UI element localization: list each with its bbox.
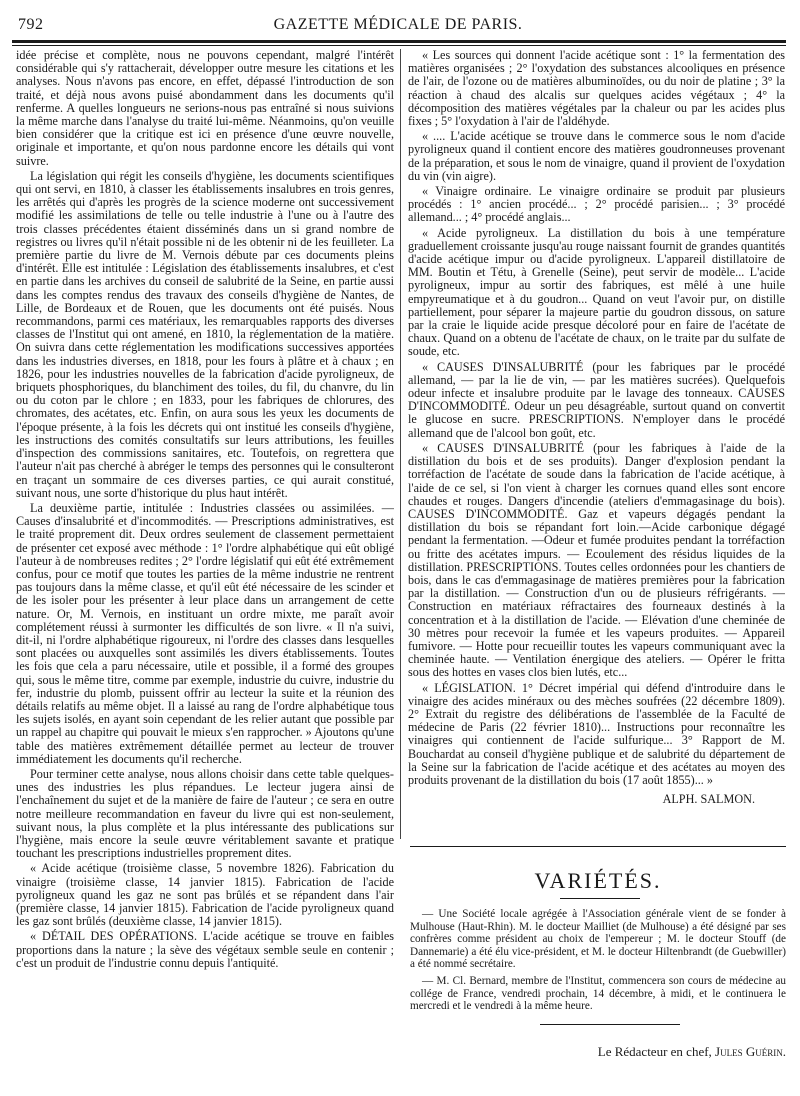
varietes-body <box>410 908 786 1017</box>
column-divider <box>400 49 401 839</box>
left-paragraph: Pour terminer cette analyse, nous allons choisir dans cette table quelques-unes des industries les plus répandues. Le lecteur jugera ainsi de l'enchaînement du sujet et de la manière de faire de l'auteur ; ce sera en outre notre meilleure recommandation en faveur du livre qui est non-seulement, suivant nous, la plus complète et la plus intéressante des publications sur l'hygiène, mais encore la seule œuvre véritablement savante et pratique touchant les prescriptions industrielles proprement dites. <box>16 766 394 861</box>
left-paragraph: « DÉTAIL DES OPÉRATIONS. L'acide acétique se trouve en faibles proportions dans la nature ; la sève des végétaux semble seule en contenir ; c'est un produit de l'industrie connu depuis l'antiquité. <box>16 929 394 970</box>
header-rule-thick <box>12 40 786 43</box>
left-paragraph: « Acide acétique (troisième classe, 5 novembre 1826). Fabrication du vinaigre (troisième classe, 14 janvier 1815). Fabrication de l'acide pyroligneux quand les gaz ne sont pas brûlés et se répandent dans l'air (première classe, 14 janvier 1815). Fabrication de l'acide pyroligneux quand les gaz sont brûlés (deuxième classe, 14 janvier 1815). <box>16 861 394 929</box>
left-paragraph: idée précise et complète, nous ne pouvons cependant, malgré l'intérêt considérable qui s'y rattacherait, développer outre mesure les citations et les analyses. Nous n'avons pas encore, en effet, dépassé l'introduction de son traité, et déjà nous avons puisé abondamment dans les documents qu'il renferme. A quelles longueurs ne serions-nous pas entraîné si nous suivions la même marche dans l'analyse du traité lui-même. Néanmoins, qu'on veuille bien considérer que la critique est ici en présence d'une œuvre nouvelle, originale et importante, et qu'on nous pardonne encore les détails qui vont suivre. <box>16 49 394 168</box>
right-paragraph: « CAUSES D'INSALUBRITÉ (pour les fabriques à l'aide de la distillation du bois et de ses produits). Danger d'explosion pendant la torréfaction de l'acétate de soude dans la fabrication de l'acide acétique, à l'aide de ce sel, si l'on vient à charger les cornues quand elles sont encore chaudes et rouges. Dangers d'incendie (ateliers d'emmagasinage du bois). CAUSES D'INCOMMODITÉ. Gaz et vapeurs dégagés pendant la distillation du bois se répandant fort loin.—Acide carbonique dégagé pendant la fermentation. —Odeur et fumée produites pendant la torréfaction ou fritte des acétates impurs. — Ecoulement des résidus liquides de la distillation. PRESCRIPTIONS. Toutes celles ordonnées pour les chantiers de bois, dans le cas d'emmagasinage de matières premières pour la fabrication par la distillation. — Construction d'un ou de plusieurs réfrigérants. — Construction en matériaux réfractaires des fourneaux destinés à la concentration et à la distillation de l'acide. — Elévation d'une cheminée de 30 mètres pour recevoir la fumée et les vapeurs produites. — Appareil fumivore. — Hotte pour recueillir toutes les vapeurs communiquant avec la cheminée haute. — Ventilation énergique des ateliers. — Opérer le fritta sous des hottes en vases clos bien lutés, etc... <box>408 440 785 680</box>
right-paragraph: « .... L'acide acétique se trouve dans le commerce sous le nom d'acide pyroligneux quand il contient encore des matières goudronneuses provenant de la préparation, et sous le nom de vinaigre, quand il provient de l'oxydation du vin (vin aigre). <box>408 129 785 183</box>
varietes-item: — M. Cl. Bernard, membre de l'Institut, commencera son cours de médecine au collége de France, vendredi prochain, 14 décembre, à midi, et le continuera le mercredi et le vendredi à la même heure. <box>410 974 786 1013</box>
journal-title: GAZETTE MÉDICALE DE PARIS. <box>273 16 523 33</box>
left-paragraph: La deuxième partie, intitulée : Industries classées ou assimilées. — Causes d'insalubrité et d'incommodités. — Prescriptions administratives, est le traité proprement dit. Deux ordres seulement de classement permettaient de présenter cet exposé avec méthode : 1° l'ordre alphabétique qui eût obligé l'auteur à de nombreuses redites ; 2° l'ordre législatif qui eût été extrêmement confus, pour ce motif que toutes les parties de la même industrie ne rentrent pas toujours dans la même classe, et qu'il eût été nécessaire de les scinder et de les isoler pour les présenter à leur place dans un arrangement de cette nature. Or, M. Vernois, en instituant un ordre mixte, me paraît avoir complétement réussi à surmonter les difficultés de son livre. « Il n'a suivi, dit-il, ni l'ordre alphabétique rigoureux, ni l'ordre des classes dans lesquelles sont placées ou auxquelles sont assimilés les divers établissements. Toutes les fois que cela a paru nécessaire, utile et possible, il a formé des groupes qui, sous le même titre, comme par exemple, industrie du cuivre, industrie du fer, industrie du plomb, puissent offrir au lecteur la suite et la réunion des détails relatifs au même objet. Il a laissé au rang de l'ordre alphabétique tous les sujets isolés, en ayant soin cependant de les relier autant que possible par un rappel au chapitre qui pouvait le mieux s'en rapprocher. » Ajoutons qu'une table des matières extrêmement détaillée permet au lecteur de trouver immédiatement les documents qu'il recherche. <box>16 500 394 766</box>
right-paragraph: « Acide pyroligneux. La distillation du bois à une température graduellement croissante jusqu'au rouge naissant fournit de grandes quantités d'acide acétique impur ou d'acide pyroligneux. L'appareil distillatoire de MM. Boutin et Tétu, à Grenelle (Seine), peut servir de modèle... L'acide pyroligneux, impur au sortir des fabriques, est mêlé à une huile empyreumatique et à du goudron... Quand on veut l'avoir pur, on distille partiellement, pour séparer la majeure partie du goudron dissous, on sature par la craie le liquide acide presque décoloré pour en faire de l'acétate de chaux. Quand on a obtenu de l'acétate de chaux, on le traite par du sulfate de soude, etc. <box>408 225 785 359</box>
footer-separator <box>540 1024 680 1025</box>
page-number: 792 <box>18 16 44 33</box>
varietes-item: — Une Société locale agrégée à l'Association générale vient de se fonder à Mulhouse (Haut-Rhin). M. le docteur Mailliet (de Mulhouse) a été désigné par ses confrères comme président au choix de l'empereur ; M. le docteur Stouff (de Dannemarie) a été élu vice-président, et M. le docteur Hiltenbrandt (de Guebwiller) a été nommé secrétaire. <box>410 908 786 971</box>
right-paragraph: « Les sources qui donnent l'acide acétique sont : 1° la fermentation des matières organisées ; 2° l'oxydation des substances alcooliques en présence de l'air, de l'ozone ou de matières albuminoïdes, ou du noir de platine ; 3° la réaction à chaud des alcalis sur quelques acides végétaux ; 4° la décomposition des matières végétales par la chaleur ou par les acides plus fixes ; 5° l'oxydation à l'air de l'aldéhyde. <box>408 49 785 129</box>
right-paragraph: « LÉGISLATION. 1° Décret impérial qui défend d'introduire dans le vinaigre des acides minéraux ou des mèches soufrées (22 décembre 1809). 2° Extrait du registre des délibérations de l'assemblée de la Faculté de médecine de Paris (22 février 1810)... Instructions pour reconnaître les vinaigres qui contiennent de l'acide sulfurique... 3° Rapport de M. Bouchardat au conseil d'hygiène publique et de salubrité du département de la Seine sur la fabrication de l'acide acétique et des acétates au moyen des produits provenant de la distillation du bois (17 août 1855)... » <box>408 680 785 787</box>
right-paragraph: « Vinaigre ordinaire. Le vinaigre ordinaire se produit par plusieurs procédés : 1° ancien procédé... ; 2° procédé parisien... ; 3° procédé allemand... ; 4° procédé anglais... <box>408 184 785 225</box>
varietes-heading: VARIÉTÉS. <box>534 868 662 893</box>
page-header <box>18 14 778 38</box>
section-separator <box>410 846 786 847</box>
right-paragraph: « CAUSES D'INSALUBRITÉ (pour les fabriques par le procédé allemand, — par la lie de vin, — par les matières sucrées). Quelquefois odeur infecte et insalubre produite par le lavage des tonneaux. CAUSES D'INCOMMODITÉ. Odeur un peu désagréable, surtout quand on convertit le glucose en sucre. PRESCRIPTIONS. N'employer dans le procédé allemand que de l'alcool bon goût, etc. <box>408 359 785 440</box>
editor-credit <box>520 1044 786 1060</box>
header-rule-thin <box>12 45 786 46</box>
left-column <box>16 49 394 1089</box>
editor-name: Jules Guérin. <box>715 1044 786 1059</box>
editor-label: Le Rédacteur en chef, <box>597 1044 712 1059</box>
left-paragraph: La législation qui régit les conseils d'hygiène, les documents scientifiques qui ont servi, en 1810, à classer les établissements insalubres en trois genres, les arrêtés qui d'après les progrès de la science moderne ont successivement modifié les assimilations de telle ou telle industrie à l'une ou à l'autre des trois classes précédentes étaient disséminés dans un si grand nombre de registres ou livres qu'il n'était possible ni de les obtenir ni de les feuilleter. La première partie du livre de M. Vernois débute par ces documents pleins d'intérêt. Elle est intitulée : Législation des établissements insalubres, et c'est en partie dans les archives du conseil de salubrité de la Seine, en partie aussi dans les comptes rendus des travaux des conseils d'hygiène de Nantes, de Lille, de Bordeaux et de Rouen, que les documents ont été puisés. Nous recommandons, parmi ces matériaux, les remarquables rapports des diverses classes de l'Institut qui ont amené, en 1810, la réglementation de la matière. On suivra dans cette réglementation les modifications successives apportées dans les industries diverses, en 1818, pour les fours à plâtre et à chaux ; en 1826, pour les industries nouvelles de la fabrication d'acide pyroligneux, de briquets phosphoriques, du blanchiment des toiles, du fil, du chanvre, du lin ou du coton par le chlore ; en 1833, pour les fabriques de chlorures, des chromates, des acétates, etc. Enfin, on aura sous les yeux les documents de l'époque présente, à la fois les décrets qui ont institué les conseils d'hygiène, les instructions des comités consultatifs sur leurs attributions, les feuilles d'inspection des commissions sanitaires, etc. Toutefois, on regrettera que l'auteur n'ait pas cherché à abréger le temps des personnes qui le consulteront en traçant un sommaire de ces diverses parties, ce qui aurait constitué, suivant nous, une sorte d'historique du plus haut intérêt. <box>16 168 394 500</box>
right-column <box>408 49 785 839</box>
author-signature: ALPH. SALMON. <box>662 792 755 807</box>
heading-underline <box>560 898 640 899</box>
